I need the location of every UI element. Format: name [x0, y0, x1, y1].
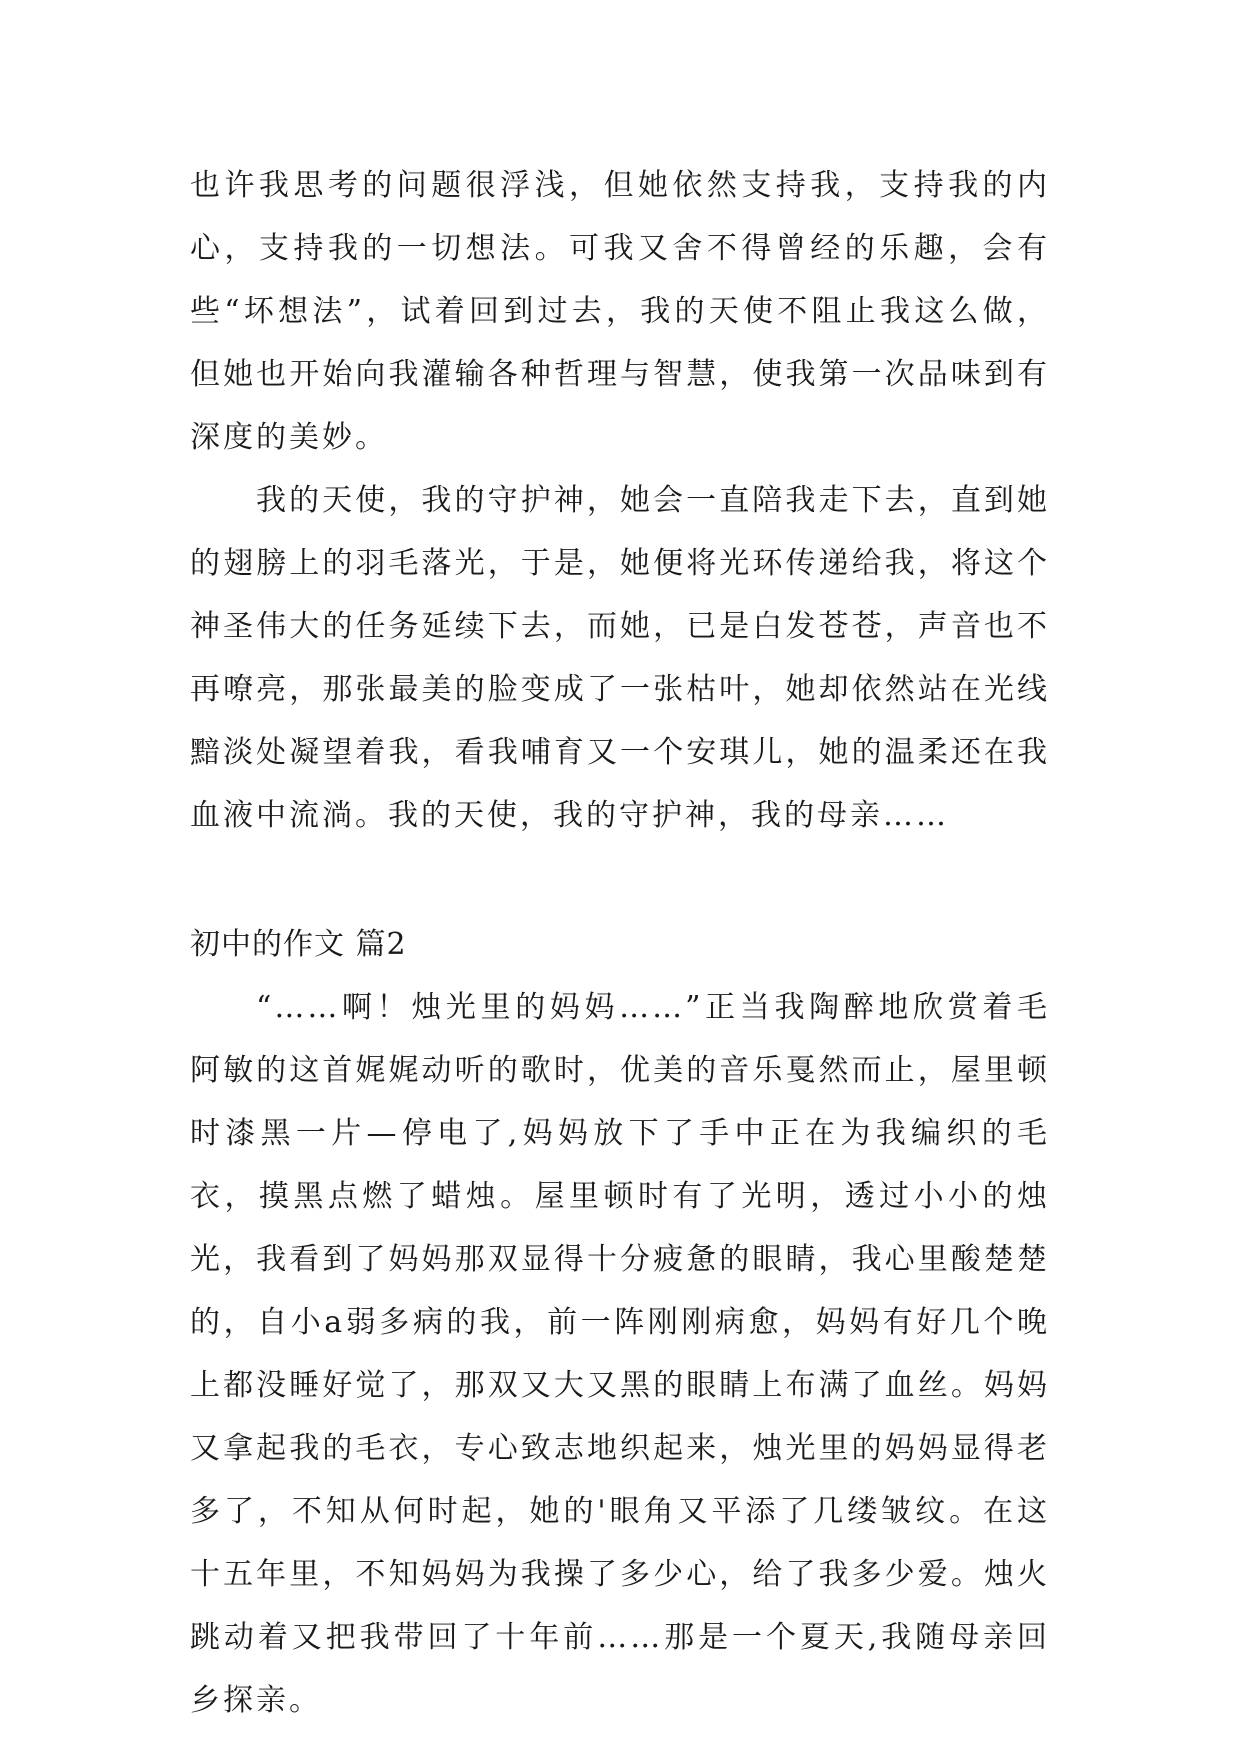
document-body: [190, 154, 1050, 1732]
paragraph-guardian-angel: 我的天使，我的守护神，她会一直陪我走下去，直到她的翅膀上的羽毛落光，于是，她便将光环传递给我，将这个神圣伟大的任务延续下去，而她，已是白发苍苍，声音也不再嘹亮，那张最美的脸变成了一张枯叶，她却依然站在光线黯淡处凝望着我，看我哺育又一个安琪儿，她的温柔还在我血液中流淌。我的天使，我的守护神，我的母亲……: [190, 483, 1050, 833]
paragraph-candlelight-mother: “……啊！烛光里的妈妈……”正当我陶醉地欣赏着毛阿敏的这首娓娓动听的歌时，优美的音乐戛然而止，屋里顿时漆黑一片—停电了,妈妈放下了手中正在为我编织的毛衣，摸黑点燃了蜡烛。屋里顿时有了光明，透过小小的烛光，我看到了妈妈那双显得十分疲惫的眼睛，我心里酸楚楚的，自小a弱多病的我，前一阵刚刚病愈，妈妈有好几个晚上都没睡好觉了，那双又大又黑的眼睛上布满了血丝。妈妈又拿起我的毛衣，专心致志地织起来，烛光里的妈妈显得老多了，不知从何时起，她的'眼角又平添了几缕皱纹。在这十五年里，不知妈妈为我操了多少心，给了我多少爱。烛火跳动着又把我带回了十年前……那是一个夏天,我随母亲回乡探亲。: [190, 990, 1050, 1718]
paragraph-continued: 也许我思考的问题很浮浅，但她依然支持我，支持我的内心，支持我的一切想法。可我又舍不得曾经的乐趣，会有些“坏想法”，试着回到过去，我的天使不阻止我这么做，但她也开始向我灌输各种哲理与智慧，使我第一次品味到有深度的美妙。: [190, 168, 1050, 455]
section-heading: 初中的作文 篇2: [190, 927, 407, 962]
section-divider-space: [190, 847, 1050, 913]
